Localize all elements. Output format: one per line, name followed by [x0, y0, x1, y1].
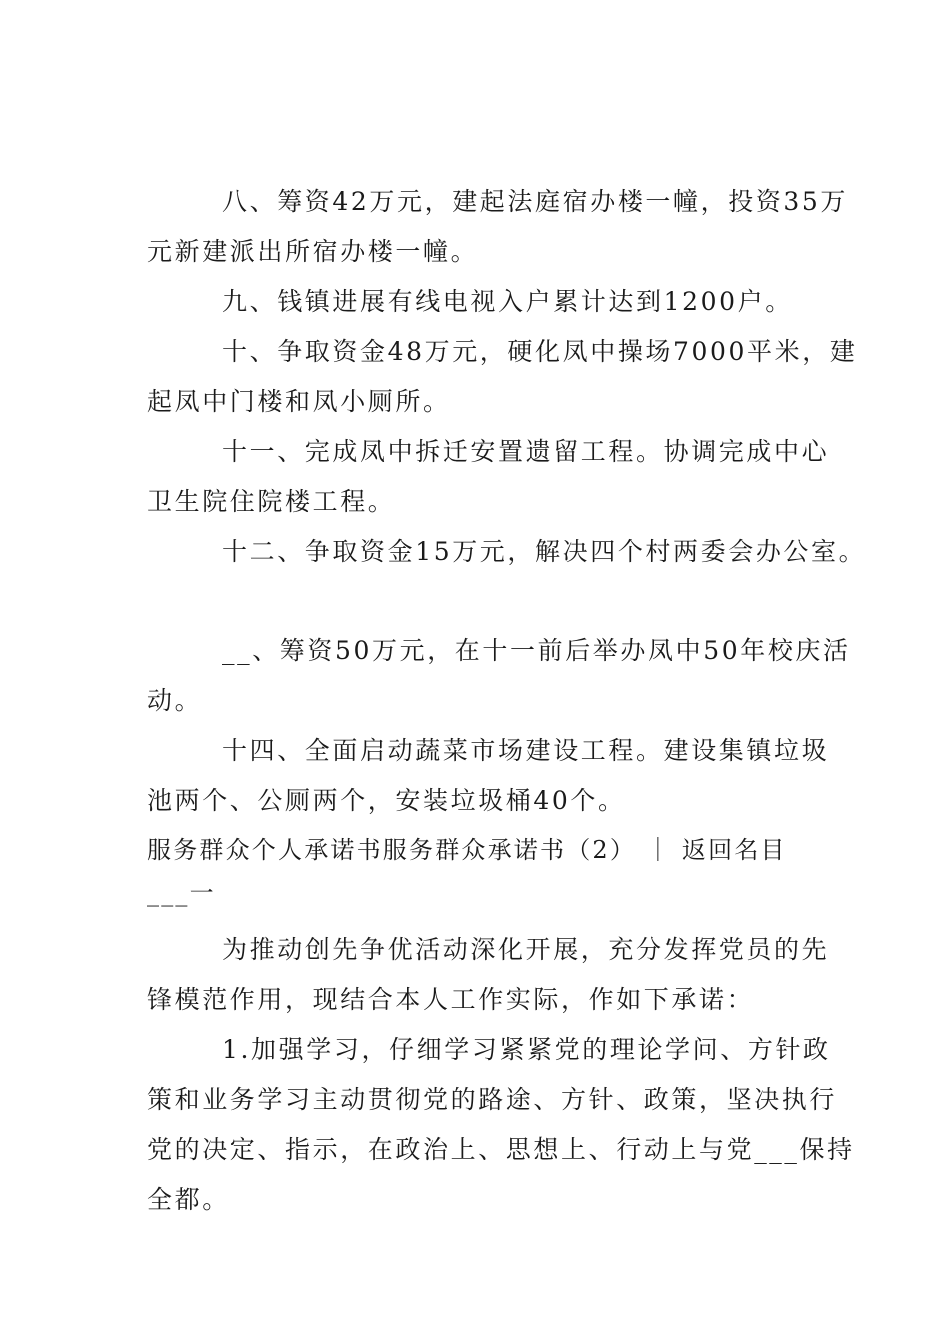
paragraph-9: 九、钱镇进展有线电视入户累计达到1200户。 [222, 287, 793, 316]
paragraph-12: 十二、争取资金15万元，解决四个村两委会办公室。 [222, 537, 867, 566]
pledge-item-1-line-4: 全都。 [147, 1185, 230, 1214]
paragraph-11-line-1: 十一、完成凤中拆迁安置遗留工程。协调完成中心 [222, 437, 830, 466]
paragraph-11-line-2: 卫生院住院楼工程。 [147, 487, 396, 516]
paragraph-8-line-2: 元新建派出所宿办楼一幢。 [147, 237, 479, 266]
pledge-item-1-line-2: 策和业务学习主动贯彻党的路途、方针、政策，坚决执行 [147, 1085, 838, 1114]
pledge-intro-line-2: 锋模范作用，现结合本人工作实际，作如下承诺： [147, 985, 755, 1014]
pledge-item-1-line-3: 党的决定、指示，在政治上、思想上、行动上与党___保持 [147, 1135, 855, 1164]
pledge-intro-line-1: 为推动创先争优活动深化开展，充分发挥党员的先 [222, 935, 830, 964]
paragraph-10-line-1: 十、争取资金48万元，硬化凤中操场7000平米，建 [222, 337, 858, 366]
paragraph-13-line-1: __、筹资50万元，在十一前后举办凤中50年校庆活 [222, 636, 851, 665]
section-subtitle: ___一 [147, 879, 216, 907]
paragraph-14-line-1: 十四、全面启动蔬菜市场建设工程。建设集镇垃圾 [222, 736, 830, 765]
pledge-item-1-line-1: 1.加强学习，仔细学习紧紧党的理论学问、方针政 [222, 1035, 831, 1064]
section-title: 服务群众个人承诺书服务群众承诺书（2） ｜ 返回名目 [147, 836, 787, 864]
paragraph-10-line-2: 起凤中门楼和凤小厕所。 [147, 387, 451, 416]
paragraph-8-line-1: 八、筹资42万元，建起法庭宿办楼一幢，投资35万 [222, 187, 849, 216]
paragraph-13-line-2: 动。 [147, 686, 203, 715]
paragraph-14-line-2: 池两个、公厕两个，安装垃圾桶40个。 [147, 786, 626, 815]
